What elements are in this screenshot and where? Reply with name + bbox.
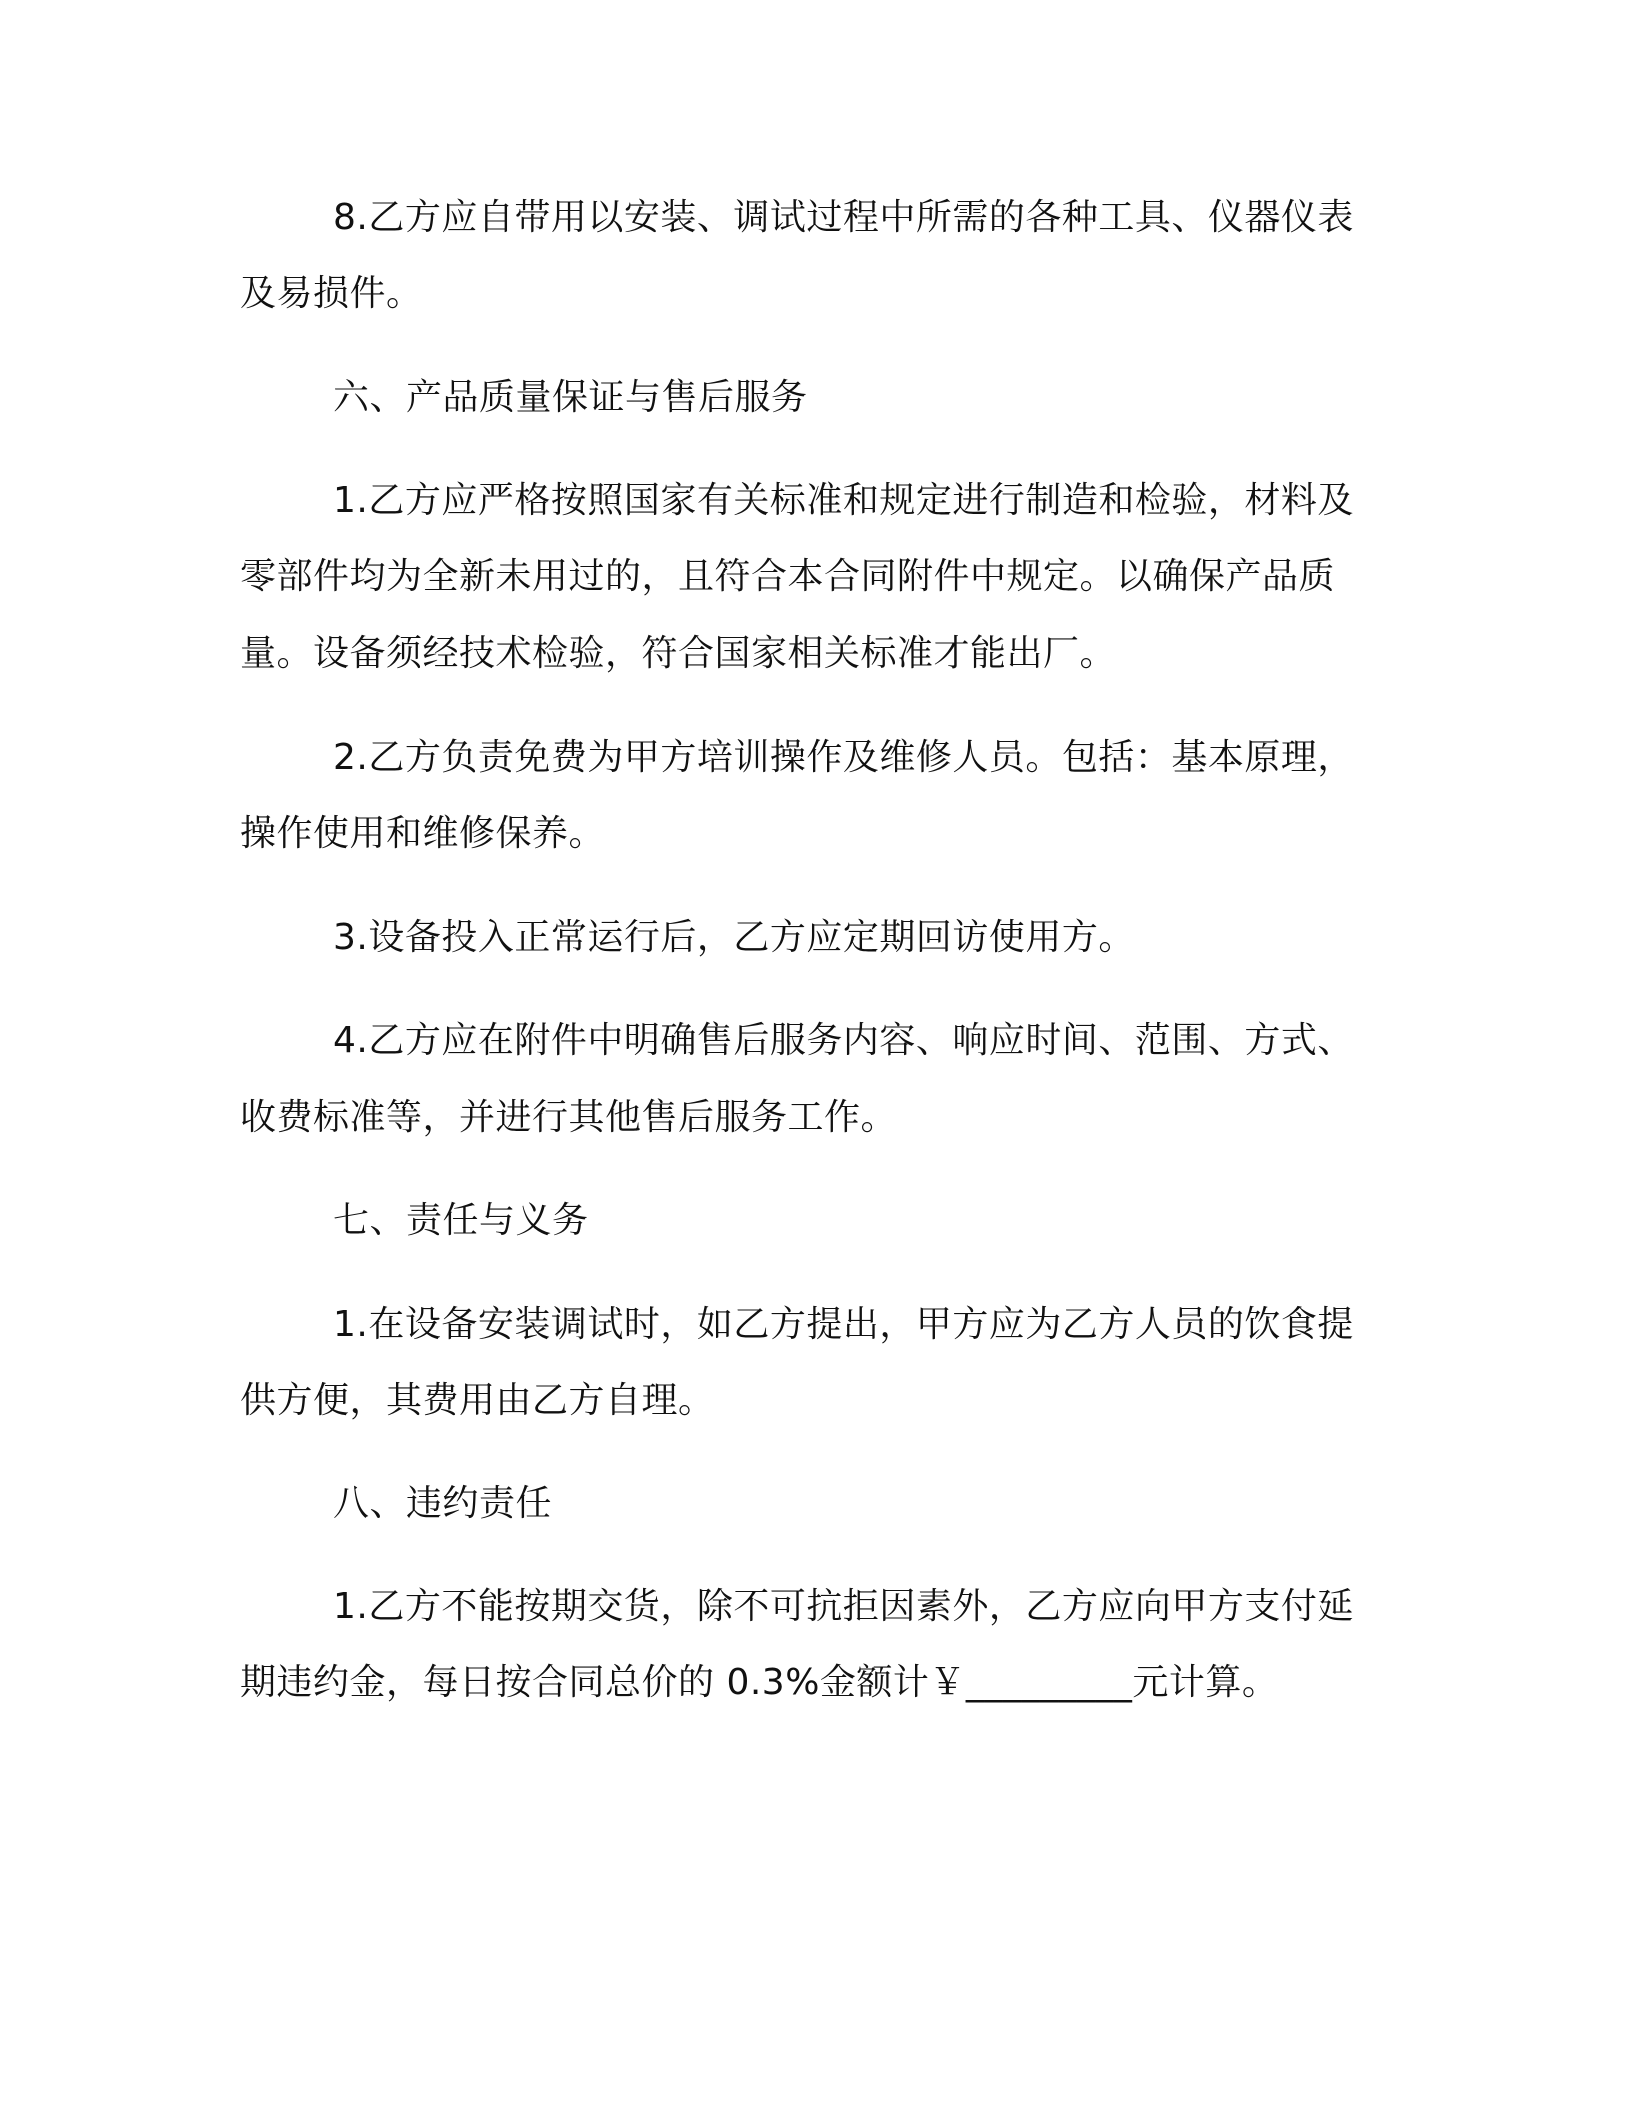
section-8-item-1-line-2: 期违约金，每日按合同总价的 0.3%金额计￥_________元计算。	[240, 1662, 1279, 1703]
section-6-item-3-line-1: 3.设备投入正常运行后，乙方应定期回访使用方。	[333, 917, 1135, 958]
item-8-line-2: 及易损件。	[240, 273, 423, 314]
section-6-item-2-line-1: 2.乙方负责免费为甲方培训操作及维修人员。包括：基本原理，	[333, 737, 1354, 778]
section-8-item-1-line-1: 1.乙方不能按期交货，除不可抗拒因素外，乙方应向甲方支付延	[333, 1586, 1354, 1627]
item-8-line-1: 8.乙方应自带用以安装、调试过程中所需的各种工具、仪器仪表	[333, 197, 1354, 238]
section-6-heading: 六、产品质量保证与售后服务	[333, 377, 808, 418]
section-6-item-4-line-2: 收费标准等，并进行其他售后服务工作。	[240, 1097, 898, 1138]
section-6-item-2-line-2: 操作使用和维修保养。	[240, 813, 606, 854]
section-7-heading: 七、责任与义务	[333, 1200, 589, 1241]
section-8-heading: 八、违约责任	[333, 1483, 553, 1524]
section-6-item-4-line-1: 4.乙方应在附件中明确售后服务内容、响应时间、范围、方式、	[333, 1020, 1354, 1061]
section-7-item-1-line-1: 1.在设备安装调试时，如乙方提出，甲方应为乙方人员的饮食提	[333, 1304, 1354, 1345]
section-7-item-1-line-2: 供方便，其费用由乙方自理。	[240, 1380, 715, 1421]
section-6-item-1-line-3: 量。设备须经技术检验，符合国家相关标准才能出厂。	[240, 633, 1117, 674]
section-6-item-1-line-1: 1.乙方应严格按照国家有关标准和规定进行制造和检验，材料及	[333, 480, 1354, 521]
section-6-item-1-line-2: 零部件均为全新未用过的，且符合本合同附件中规定。以确保产品质	[240, 556, 1336, 597]
